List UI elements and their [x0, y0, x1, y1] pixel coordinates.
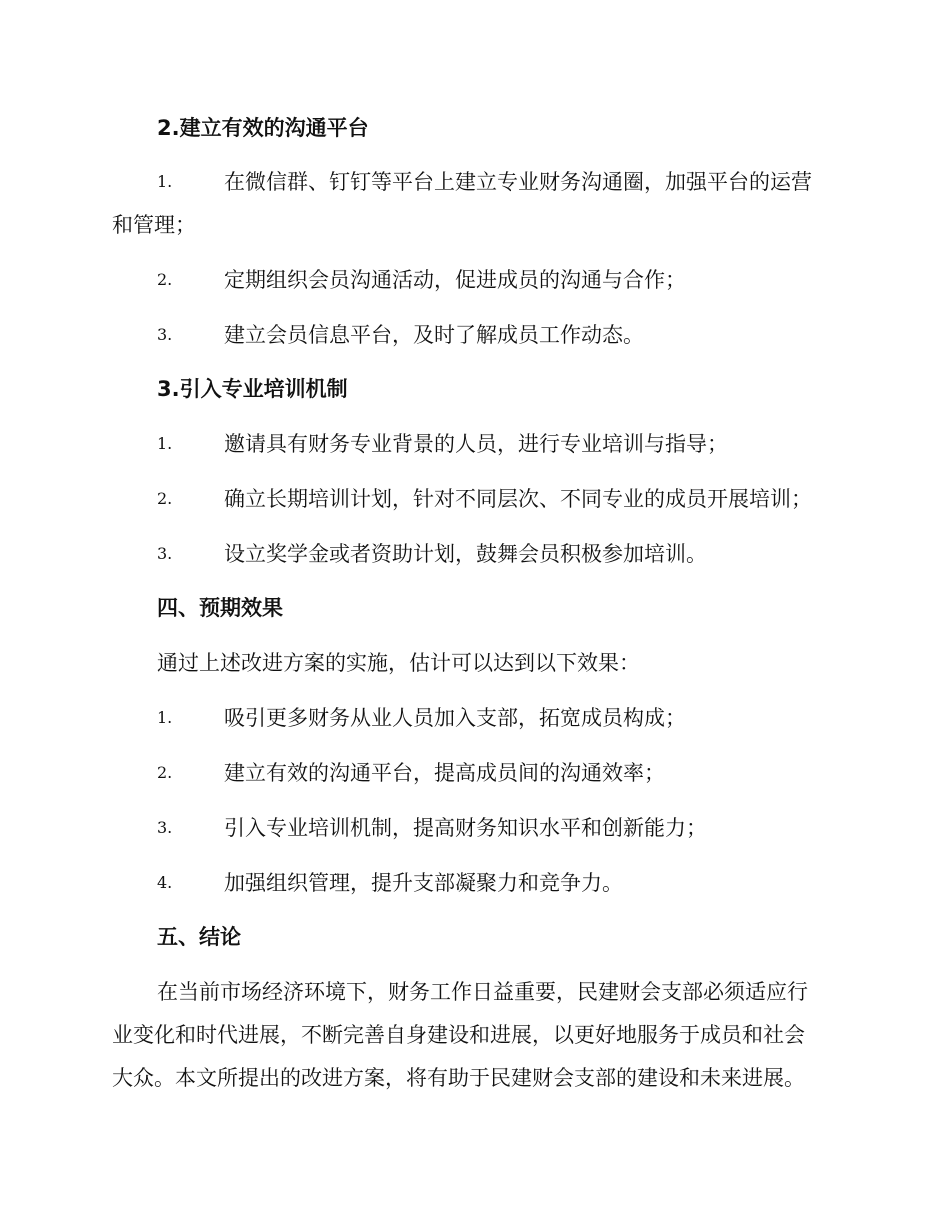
list-item-text: 加强组织管理，提升支部凝聚力和竞争力。: [224, 871, 623, 895]
list-item-number: 3.: [157, 818, 173, 837]
list-item-text: 邀请具有财务专业背景的人员，进行专业培训与指导；: [224, 432, 728, 456]
list-item-text: 确立长期培训计划，针对不同层次、不同专业的成员开展培训；: [224, 487, 812, 511]
section-heading-communication-platform: 2.建立有效的沟通平台: [157, 116, 369, 140]
list-item-number: 4.: [157, 873, 173, 892]
section-heading-training: 3.引入专业培训机制: [157, 377, 348, 401]
intro-paragraph: 通过上述改进方案的实施，估计可以达到以下效果：: [157, 651, 640, 675]
list-item-text: 吸引更多财务从业人员加入支部，拓宽成员构成；: [224, 706, 686, 730]
list-item-number: 2.: [157, 489, 173, 508]
list-item-number: 1.: [157, 434, 173, 453]
list-item-number: 1.: [157, 172, 173, 191]
list-item-number: 2.: [157, 270, 173, 289]
list-item-number: 3.: [157, 325, 173, 344]
section-heading-expected-effects: 四、预期效果: [157, 596, 283, 620]
list-item-text: 建立有效的沟通平台，提高成员间的沟通效率；: [224, 761, 665, 785]
list-item-continuation: 和管理；: [112, 213, 196, 237]
list-item-number: 2.: [157, 763, 173, 782]
list-item-text: 定期组织会员沟通活动，促进成员的沟通与合作；: [224, 268, 686, 292]
list-item-text: 建立会员信息平台，及时了解成员工作动态。: [224, 323, 644, 347]
conclusion-paragraph-line: 业变化和时代进展，不断完善自身建设和进展，以更好地服务于成员和社会: [112, 1023, 805, 1047]
list-item-number: 1.: [157, 708, 173, 727]
list-item-number: 3.: [157, 544, 173, 563]
list-item-text: 在微信群、钉钉等平台上建立专业财务沟通圈，加强平台的运营: [224, 170, 812, 194]
conclusion-paragraph-line: 大众。本文所提出的改进方案，将有助于民建财会支部的建设和未来进展。: [112, 1066, 805, 1090]
list-item-text: 引入专业培训机制，提高财务知识水平和创新能力；: [224, 816, 707, 840]
list-item-text: 设立奖学金或者资助计划，鼓舞会员积极参加培训。: [224, 542, 707, 566]
section-heading-conclusion: 五、结论: [157, 925, 241, 949]
conclusion-paragraph-line: 在当前市场经济环境下，财务工作日益重要，民建财会支部必须适应行: [157, 980, 808, 1004]
